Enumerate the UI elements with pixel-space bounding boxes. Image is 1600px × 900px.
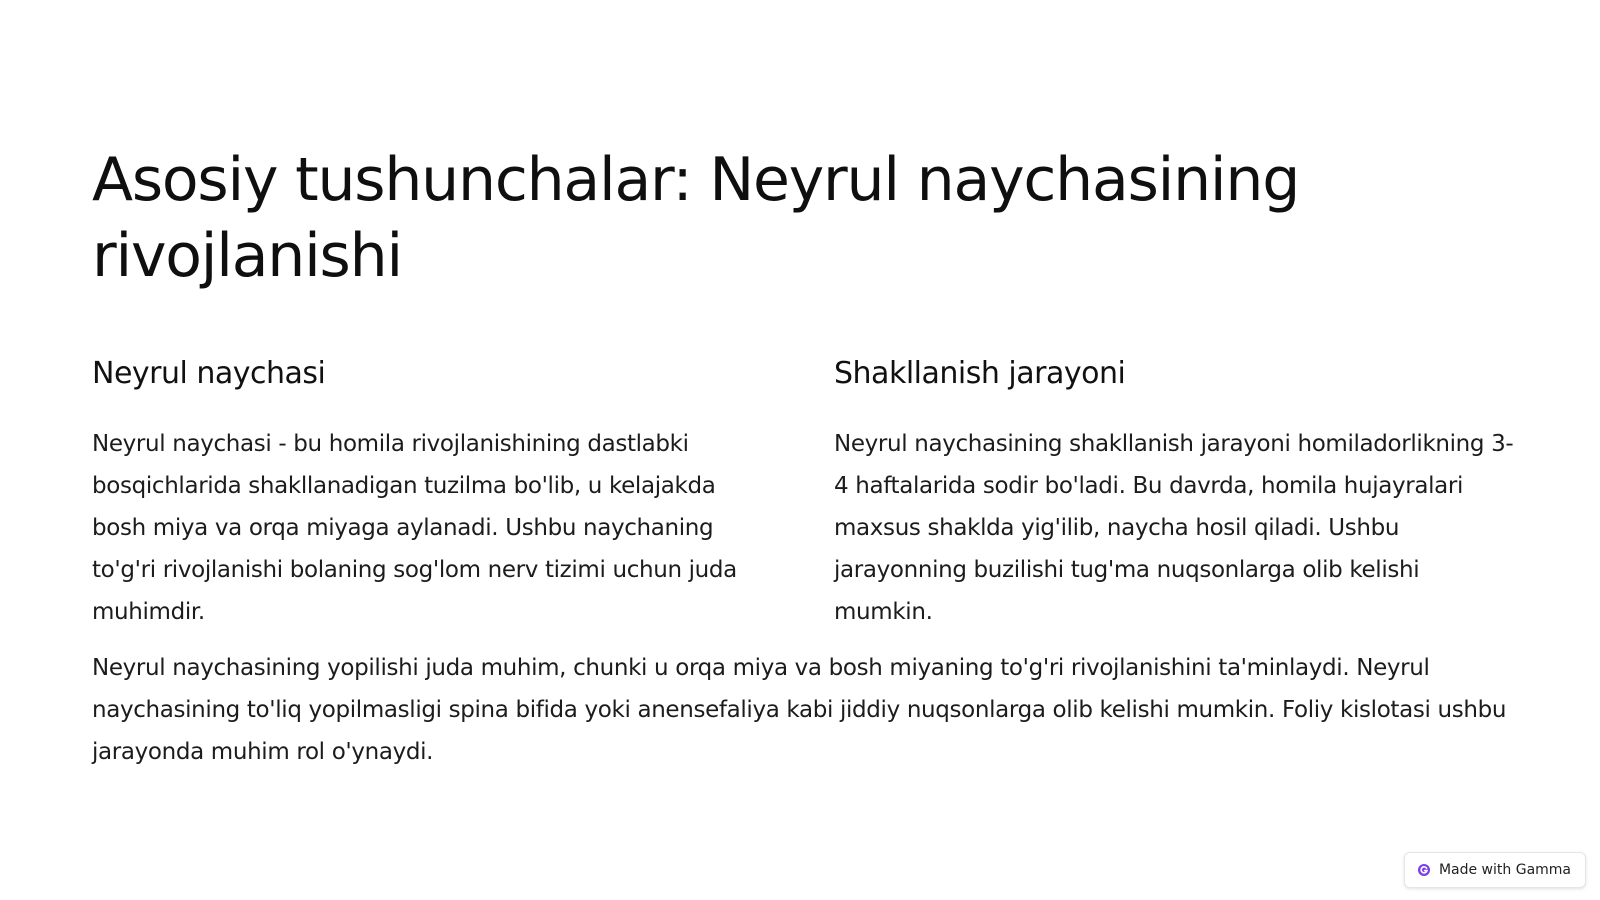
column-heading: Shakllanish jarayoni [834, 356, 1126, 391]
column-body: Neyrul naychasining shakllanish jarayoni homiladorlikning 3-4 haftalarida sodir bo'ladi. Bu davrda, homila hujayralari maxsus shaklda yig'ilib, naycha hosil qiladi. Ushbu jarayonning buzilishi tug'ma nuqsonlarga olib kelishi mumkin. [834, 431, 1514, 625]
column-neural-tube [92, 354, 772, 633]
made-with-gamma-badge[interactable] [1404, 852, 1586, 888]
column-formation-process [834, 354, 1514, 633]
gamma-logo-icon [1417, 863, 1431, 877]
column-heading: Neyrul naychasi [92, 356, 326, 391]
slide-title: Asosiy tushunchalar: Neyrul naychasining rivojlanishi [92, 145, 1300, 291]
column-body: Neyrul naychasi - bu homila rivojlanishining dastlabki bosqichlarida shakllanadigan tuzilma bo'lib, u kelajakda bosh miya va orqa miyaga aylanadi. Ushbu naychaning to'g'ri rivojlanishi bolaning sog'lom nerv tizimi uchun juda muhimdir. [92, 431, 737, 625]
summary-paragraph: Neyrul naychasining yopilishi juda muhim, chunki u orqa miya va bosh miyaning to'g'ri rivojlanishini ta'minlaydi. Neyrul naychasining to'liq yopilmasligi spina bifida yoki anensefaliya kabi jiddiy nuqsonlarga olib kelishi mumkin. Foliy kislotasi ushbu jarayonda muhim rol o'ynaydi. [92, 655, 1507, 765]
badge-label: Made with Gamma [1438, 862, 1571, 878]
